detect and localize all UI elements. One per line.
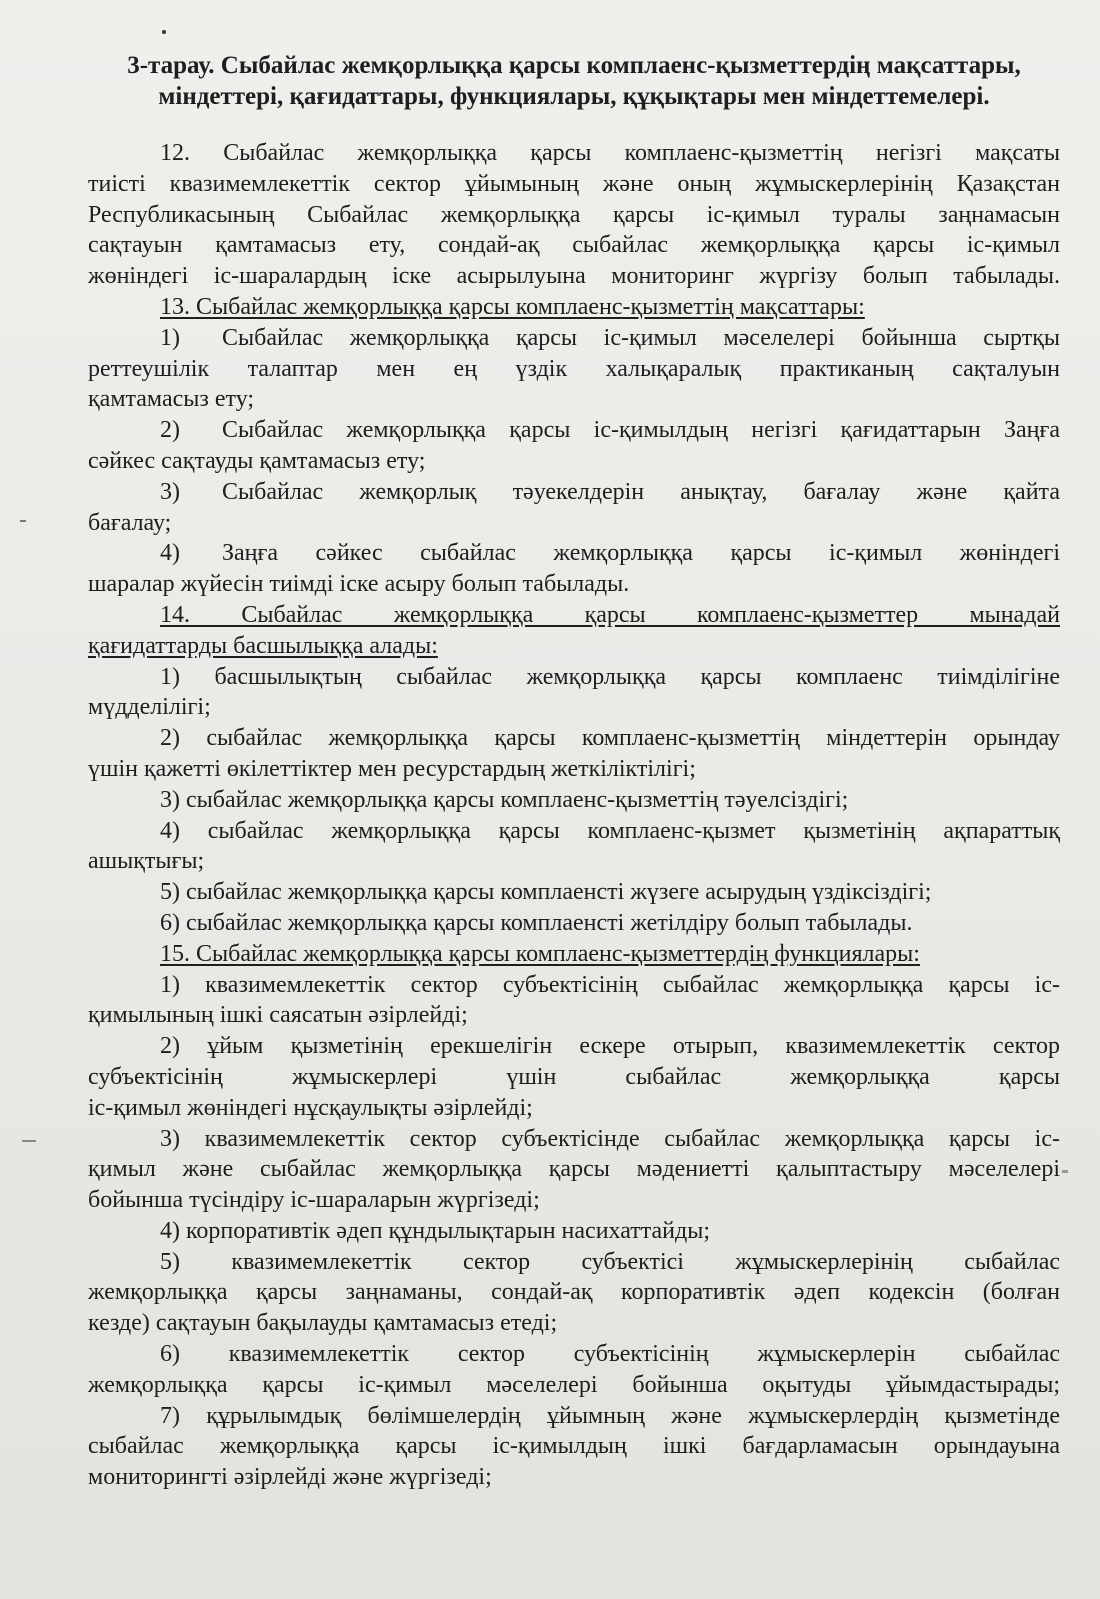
item-number: 4) [160, 540, 180, 567]
text-line: үшін қажетті өкілеттіктер мен ресурстардың жеткіліктілігі; [88, 755, 696, 782]
text-line: бағалау; [88, 509, 172, 536]
list-item: 3) сыбайлас жемқорлыққа қарсы комплаенс-қызметтің тәуелсіздігі; [160, 786, 849, 813]
text-line [88, 477, 1060, 508]
text-line: жөніндегі іс-шаралардың іске асырылуына мониторинг жүргізу болып табылады. [88, 263, 1060, 290]
text-line: жемқорлыққа қарсы заңнаманы, сондай-ақ корпоративтік әдеп кодексін (болған [88, 1279, 1060, 1306]
text-line: кезде) сақтауын бақылауды қамтамасыз етеді; [88, 1310, 558, 1337]
list-item: 4) корпоративтік әдеп құндылықтарын насихаттайды; [160, 1217, 711, 1244]
text-line: шаралар жүйесін тиімді іске асыру болып табылады. [88, 571, 630, 598]
text-line: Республикасының Сыбайлас жемқорлыққа қарсы іс-қимыл туралы заңнамасын [88, 201, 1060, 228]
paragraph-12 [88, 138, 1060, 292]
list-item: 5) квазимемлекеттік сектор субъектісі жұмыскерлерінің сыбайлас [160, 1248, 1060, 1275]
list-item: 4) сыбайлас жемқорлыққа қарсы комплаенс-қызмет қызметінің ақпараттық [160, 817, 1060, 844]
chapter-title: 3-тарау. Сыбайлас жемқорлыққа қарсы комплаенс-қызметтердің мақсаттары, міндеттері, қағидаттары, функциялары, құқықтары мен міндеттемелері. [127, 52, 1021, 110]
text-line: бойынша түсіндіру іс-шараларын жүргізеді; [88, 1187, 540, 1214]
item-text: Сыбайлас жемқорлыққа қарсы іс-қимыл мәселелері бойынша сыртқы [222, 324, 1060, 351]
item-number: 1) [160, 324, 180, 351]
section-heading [88, 292, 1060, 323]
section-heading [88, 939, 1060, 970]
text-line: қимыл және сыбайлас жемқорлыққа қарсы мәдениетті қалыптастыру мәселелері [88, 1156, 1060, 1183]
text-line: мүдделілігі; [88, 694, 211, 721]
list-item: 2) сыбайлас жемқорлыққа қарсы комплаенс-қызметтің міндеттерін орындау [160, 725, 1060, 752]
section-heading: 14. Сыбайлас жемқорлыққа қарсы комплаенс-қызметтер мынадай [160, 601, 1060, 628]
text-line [88, 323, 1060, 354]
item-text: Сыбайлас жемқорлыққа қарсы іс-қимылдың негізгі қағидаттарын Заңға [222, 417, 1060, 444]
text-line: сыбайлас жемқорлыққа қарсы іс-қимылдың ішкі бағдарламасын орындауына [88, 1433, 1060, 1460]
text-line [88, 415, 1060, 446]
list-item: 3) квазимемлекеттік сектор субъектісінде сыбайлас жемқорлыққа қарсы іс- [160, 1125, 1060, 1152]
text-line: сақтауын қамтамасыз ету, сондай-ақ сыбайлас жемқорлыққа қарсы іс-қимыл [88, 232, 1060, 259]
heading-text: 13. Сыбайлас жемқорлыққа қарсы комплаенс-қызметтің мақсаттары: [160, 293, 865, 320]
item-number: 2) [160, 417, 180, 444]
text-line: 12. Сыбайлас жемқорлыққа қарсы комплаенс-қызметтің негізгі мақсаты [160, 140, 1060, 166]
paragraph-13 [88, 292, 1060, 600]
text-line: қамтамасыз ету; [88, 386, 255, 413]
list-item: 7) құрылымдық бөлімшелердің ұйымның және жұмыскерлердің қызметінде [160, 1402, 1060, 1429]
list-item: 1) квазимемлекеттік сектор субъектісінің сыбайлас жемқорлыққа қарсы іс- [160, 971, 1060, 998]
margin-mark [22, 1140, 36, 1142]
list-item: 6) сыбайлас жемқорлыққа қарсы комплаенсті жетілдіру болып табылады. [160, 909, 913, 936]
section-heading [88, 631, 1060, 662]
list-item: 1) басшылықтың сыбайлас жемқорлыққа қарсы комплаенс тиімділігіне [160, 663, 1060, 690]
text-line: ашықтығы; [88, 848, 205, 875]
text-line [88, 538, 1060, 569]
speck-mark [162, 30, 166, 34]
heading-text: қағидаттарды басшылыққа алады: [88, 632, 438, 659]
margin-mark [1062, 1170, 1068, 1173]
text-line: тиісті квазимемлекеттік сектор ұйымының және оның жұмыскерлерінің Қазақстан [88, 170, 1060, 197]
text-line: қимылының ішкі саясатын әзірлейді; [88, 1002, 468, 1029]
text-line: іс-қимыл жөніндегі нұсқаулықты әзірлейді; [88, 1094, 533, 1121]
list-item: 5) сыбайлас жемқорлыққа қарсы комплаенсті жүзеге асырудың үздіксіздігі; [160, 879, 932, 906]
item-text: Заңға сәйкес сыбайлас жемқорлыққа қарсы іс-қимыл жөніндегі [222, 540, 1060, 567]
text-line: жемқорлыққа қарсы іс-қимыл мәселелері бойынша оқытуды ұйымдастырады; [88, 1371, 1060, 1398]
item-number: 3) [160, 478, 180, 505]
text-line: субъектісінің жұмыскерлері үшін сыбайлас жемқорлыққа қарсы [88, 1063, 1060, 1090]
text-line: сәйкес сақтауды қамтамасыз ету; [88, 447, 426, 474]
paragraph-15 [88, 939, 1060, 1493]
heading-text: 15. Сыбайлас жемқорлыққа қарсы комплаенс-қызметтердің функциялары: [160, 940, 920, 967]
list-item: 2) ұйым қызметінің ерекшелігін ескере отырып, квазимемлекеттік сектор [160, 1033, 1060, 1060]
text-line: реттеушілік талаптар мен ең үздік халықаралық практиканың сақталуын [88, 355, 1060, 382]
margin-mark [20, 520, 26, 522]
paragraph-14 [88, 600, 1060, 939]
item-text: Сыбайлас жемқорлық тәуекелдерін анықтау, бағалау және қайта [222, 478, 1060, 505]
list-item: 6) квазимемлекеттік сектор субъектісінің жұмыскерлерін сыбайлас [160, 1341, 1060, 1368]
text-line: мониторингті әзірлейді және жүргізеді; [88, 1464, 492, 1491]
